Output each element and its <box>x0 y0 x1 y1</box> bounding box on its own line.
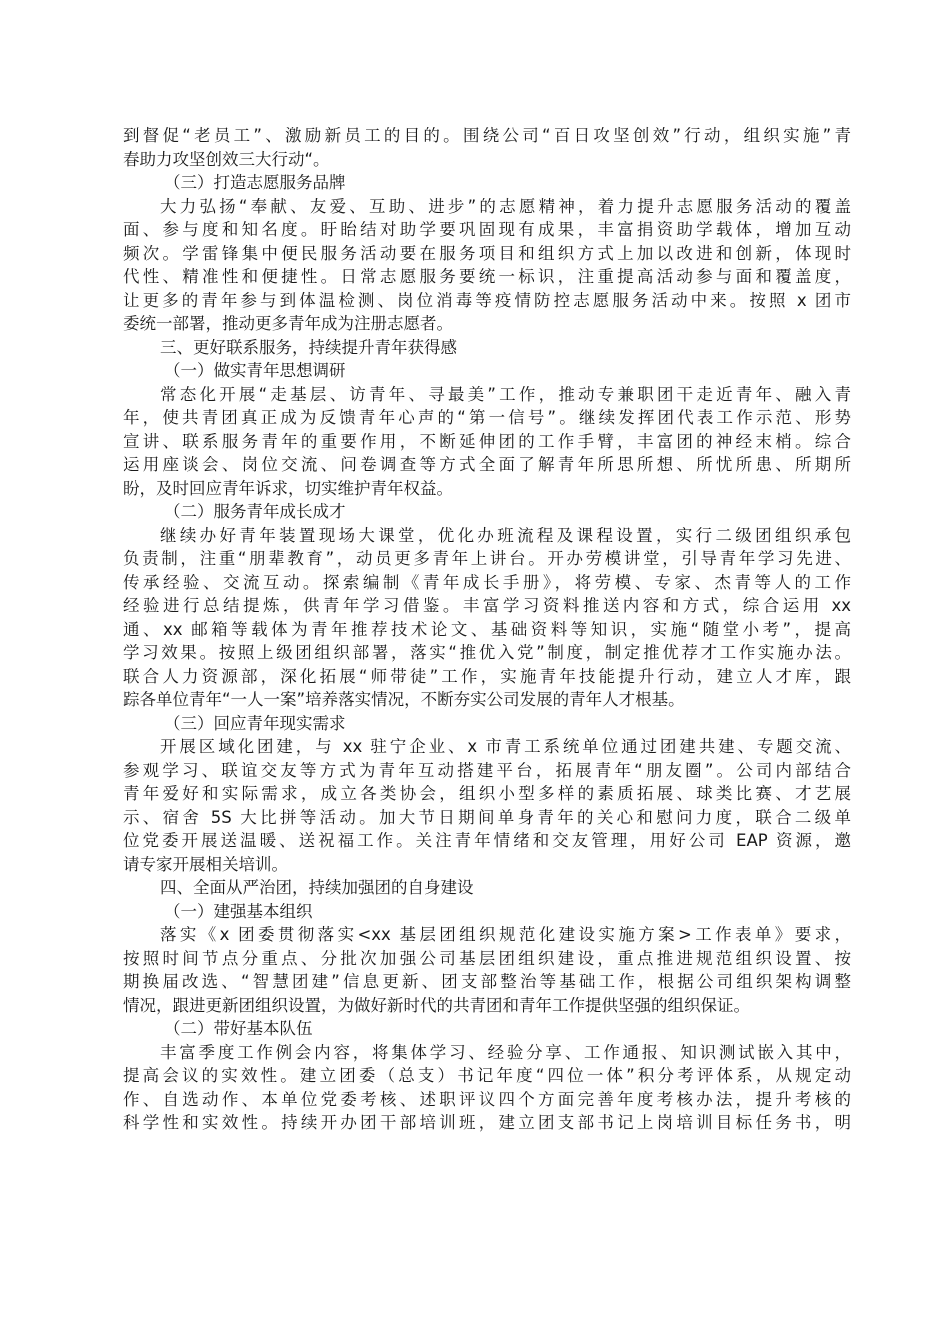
section-heading: 三、更好联系服务，持续提升青年获得感 <box>160 337 457 357</box>
text-line: 频次。学雷锋集中便民服务活动要在服务项目和组织方式上加以改进和创新，体现时 <box>123 243 851 263</box>
subsection-heading: （三）回应青年现实需求 <box>164 713 346 733</box>
subsection-heading: （一）做实青年思想调研 <box>164 361 346 380</box>
text-line: 按照时间节点分重点、分批次加强公司基层团组织建设，重点推进规范组织设置、按 <box>123 948 851 968</box>
subsection-heading: （二）带好基本队伍 <box>164 1019 313 1038</box>
text-line: 参观学习、联谊交友等方式为青年互动搭建平台，拓展青年“朋友圈”。公司内部结合 <box>123 760 851 780</box>
text-line: 经验进行总结提炼，供青年学习借鉴。丰富学习资料推送内容和方式，综合运用 xx <box>123 596 851 615</box>
text-line: 宣讲、联系服务青年的重要作用，不断延伸团的工作手臂，丰富团的神经末梢。综合 <box>123 431 851 451</box>
text-line: 示、宿舍 5S 大比拼等活动。加大节日期间单身青年的关心和慰问力度，联合二级单 <box>123 807 851 827</box>
text-line: 继续办好青年装置现场大课堂，优化办班流程及课程设置，实行二级团组织承包 <box>160 525 851 545</box>
text-line: 春助力攻坚创效三大行动“。 <box>123 149 330 169</box>
text-line: 期换届改选、“智慧团建”信息更新、团支部整治等基础工作，根据公司组织架构调整 <box>123 972 851 991</box>
subsection-heading: （三）打造志愿服务品牌 <box>164 173 346 192</box>
text-line: 运用座谈会、岗位交流、问卷调查等方式全面了解青年所思所想、所忧所患、所期所 <box>123 455 851 474</box>
text-line: 科学性和实效性。持续开办团干部培训班，建立团支部书记上岗培训目标任务书，明 <box>123 1113 851 1132</box>
text-line: 常态化开展“走基层、访青年、寻最美”工作，推动专兼职团干走近青年、融入青 <box>160 384 851 404</box>
text-line: 青年爱好和实际需求，成立各类协会，组织小型多样的素质拓展、球类比赛、才艺展 <box>123 784 851 803</box>
text-line: 代性、精准性和便捷性。日常志愿服务要统一标识，注重提高活动参与面和覆盖度， <box>123 267 851 286</box>
text-line: 大力弘扬“奉献、友爱、互助、进步”的志愿精神，着力提升志愿服务活动的覆盖 <box>160 196 851 216</box>
text-line: 作、自选动作、本单位党委考核、述职评议四个方面完善年度考核办法，提升考核的 <box>123 1089 851 1109</box>
text-line: 盼，及时回应青年诉求，切实维护青年权益。 <box>123 478 453 498</box>
text-line: 到督促“老员工”、激励新员工的目的。围绕公司“百日攻坚创效”行动，组织实施”青 <box>123 126 851 145</box>
text-line: 联合人力资源部，深化拓展“师带徒”工作，实施青年技能提升行动，建立人才库，跟 <box>123 666 851 686</box>
subsection-heading: （一）建强基本组织 <box>164 901 313 921</box>
text-line: 提高会议的实效性。建立团委（总支）书记年度“四位一体”积分考评体系，从规定动 <box>123 1066 851 1085</box>
text-line: 通、xx 邮箱等载体为青年推荐技术论文、基础资料等知识，实施“随堂小考”，提高 <box>123 619 851 639</box>
text-line: 学习效果。按照上级团组织部署，落实“推优入党”制度，制定推优荐才工作实施办法。 <box>123 643 851 662</box>
text-line: 落实《x 团委贯彻落实<xx 基层团组织规范化建设实施方案>工作表单》要求， <box>160 925 851 944</box>
section-heading: 四、全面从严治团，持续加强团的自身建设 <box>160 878 474 897</box>
text-line: 情况，跟进更新团组织设置，为做好新时代的共青团和青年工作提供坚强的组织保证。 <box>123 995 750 1015</box>
text-line: 面、参与度和知名度。盱眙结对助学要巩固现有成果，丰富捐资助学载体，增加互动 <box>123 220 851 239</box>
text-line: 负责制，注重“朋辈教育”，动员更多青年上讲台。开办劳模讲堂，引导青年学习先进、 <box>123 549 851 568</box>
text-line: 丰富季度工作例会内容，将集体学习、经验分享、工作通报、知识测试嵌入其中， <box>160 1042 851 1062</box>
document-page <box>123 124 851 1135</box>
text-line: 请专家开展相关培训。 <box>123 854 288 874</box>
text-line: 踪各单位青年“一人一案”培养落实情况，不断夯实公司发展的青年人才根基。 <box>123 690 685 709</box>
text-line: 开展区域化团建，与 xx 驻宁企业、x 市青工系统单位通过团建共建、专题交流、 <box>160 737 851 756</box>
text-line: 位党委开展送温暖、送祝福工作。关注青年情绪和交友管理，用好公司 EAP 资源，邀 <box>123 831 851 850</box>
text-line: 委统一部署，推动更多青年成为注册志愿者。 <box>123 314 453 333</box>
text-line: 传承经验、交流互动。探索编制《青年成长手册》，将劳模、专家、杰青等人的工作 <box>123 572 851 592</box>
text-line: 年，使共青团真正成为反馈青年心声的“第一信号”。继续发挥团代表工作示范、形势 <box>123 408 851 427</box>
text-line: 让更多的青年参与到体温检测、岗位消毒等疫情防控志愿服务活动中来。按照 x 团市 <box>123 290 851 310</box>
subsection-heading: （二）服务青年成长成才 <box>164 502 346 521</box>
